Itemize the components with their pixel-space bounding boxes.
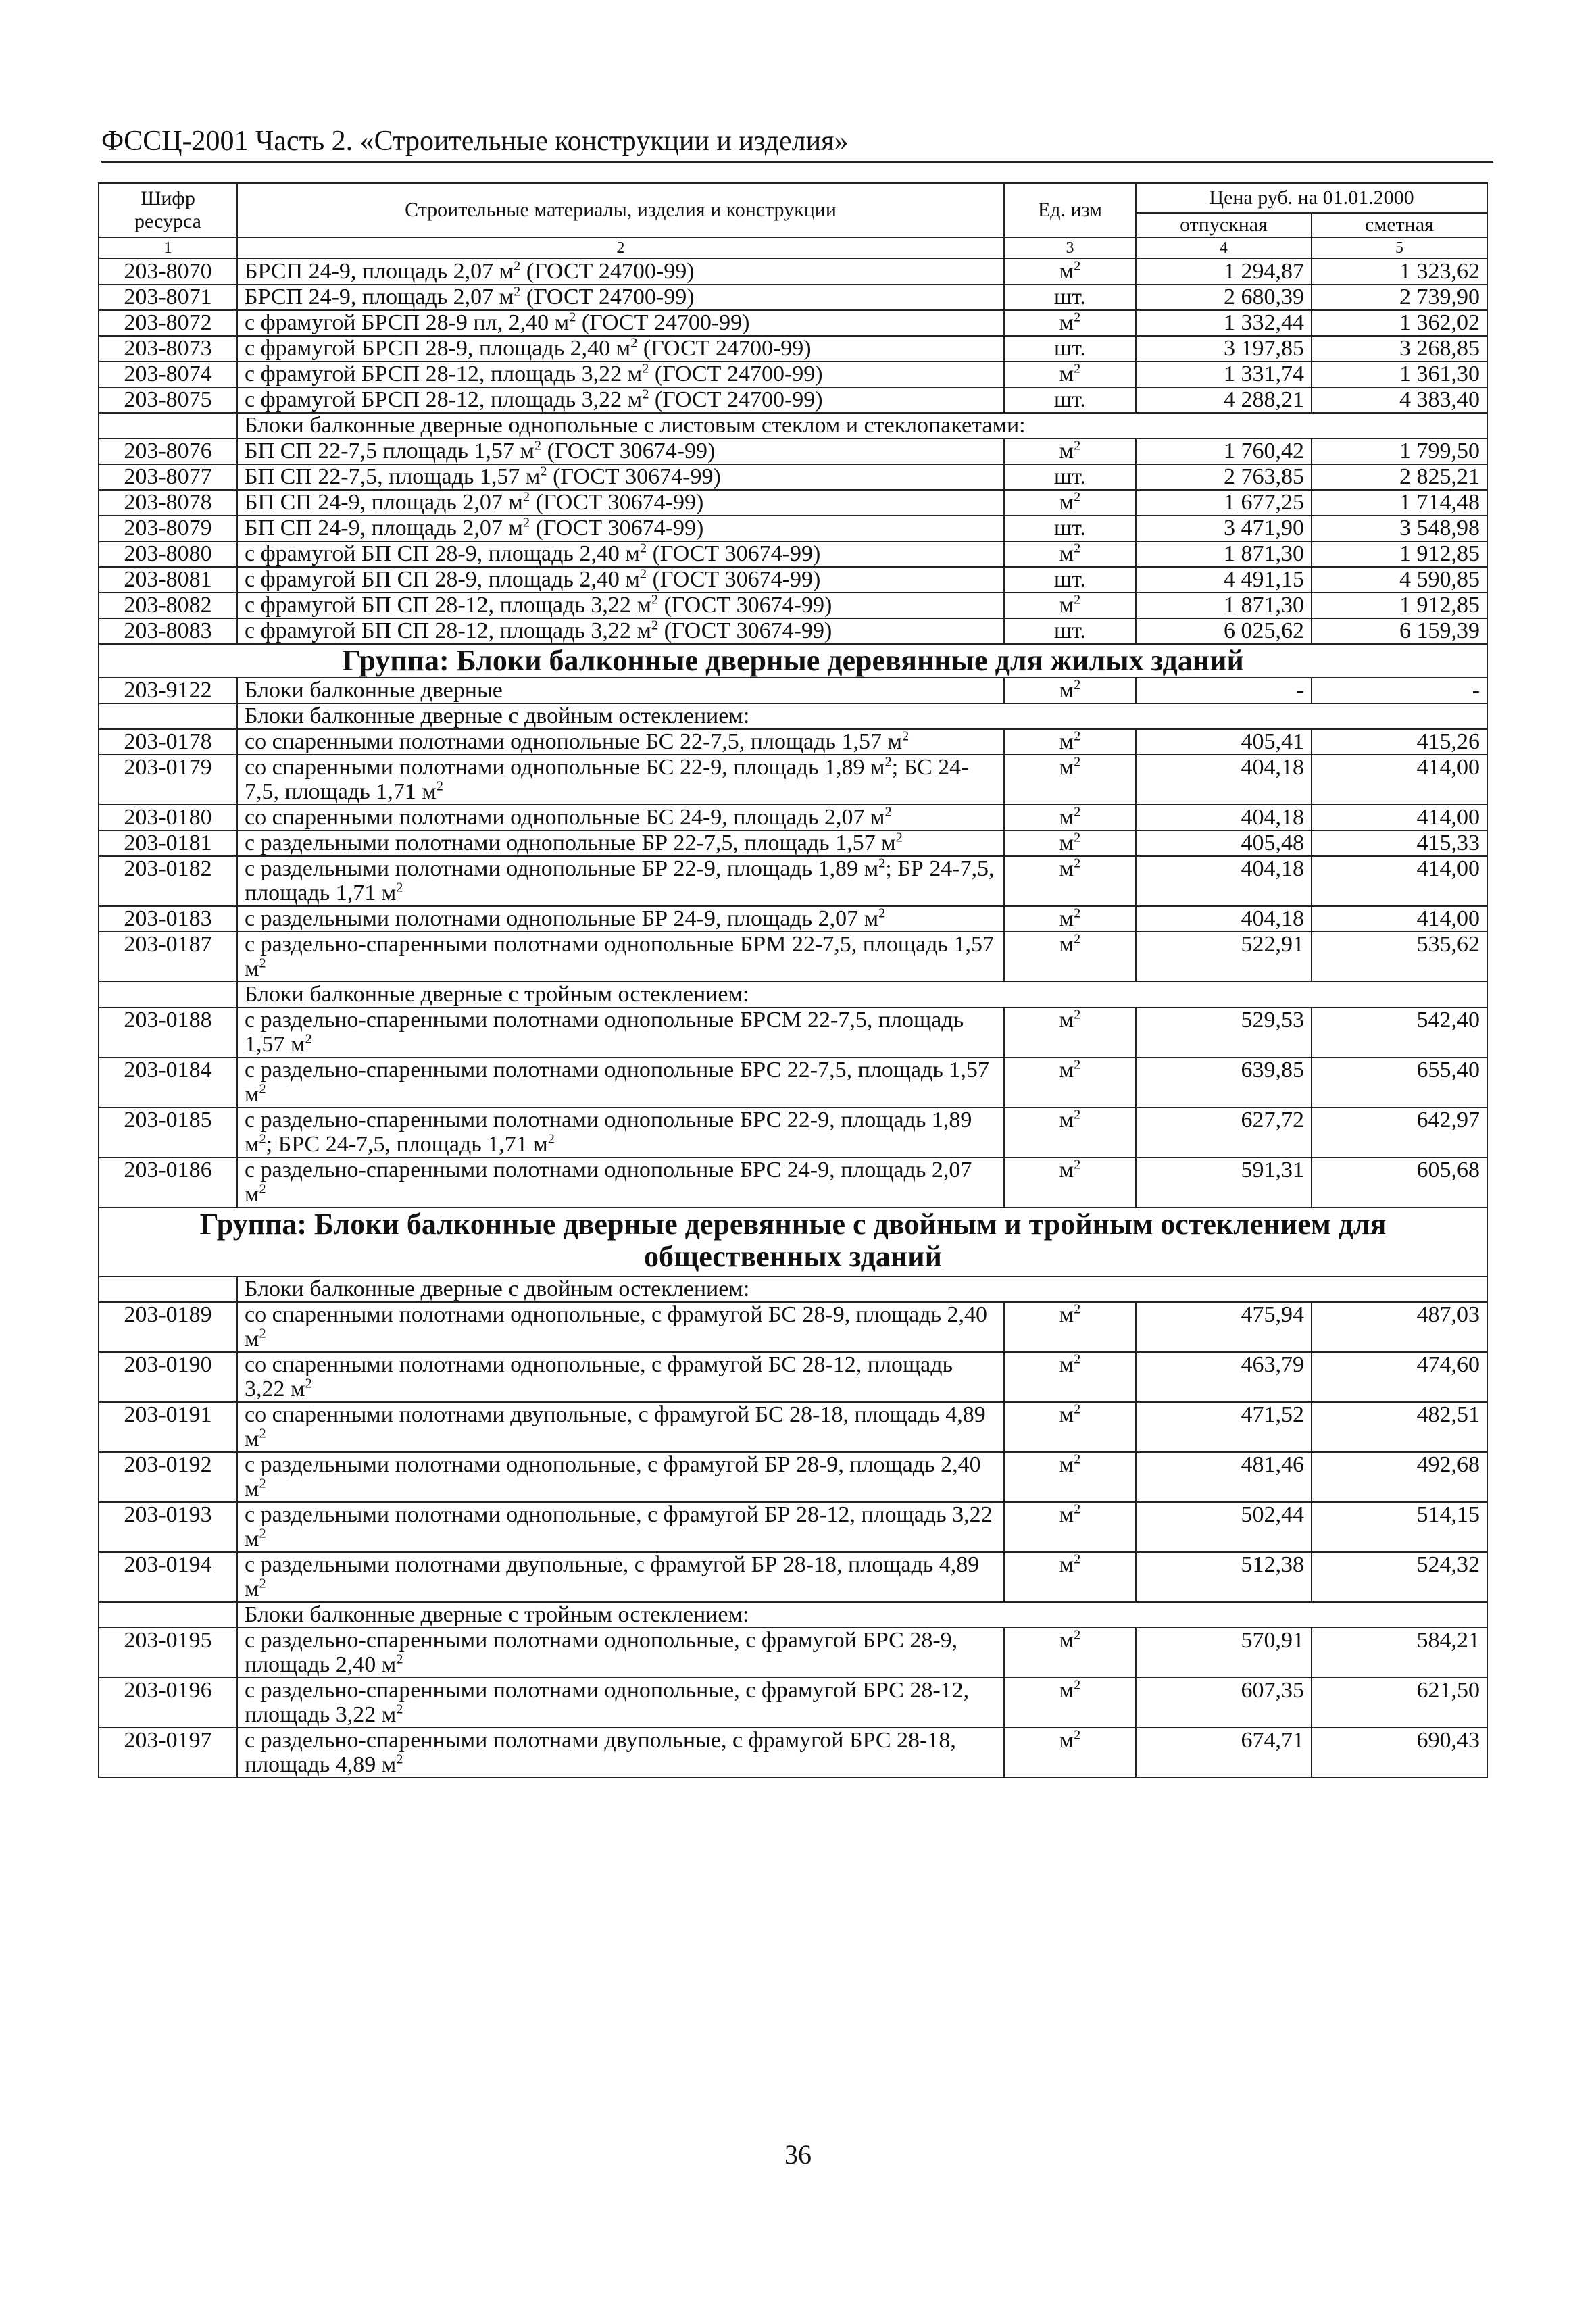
table-row xyxy=(99,1628,1487,1678)
row-unit: $м^2$ xyxy=(1004,932,1136,982)
row-price-release: 475,94 xyxy=(1136,1302,1312,1352)
row-name: со спаренными полотнами однопольные, с фрамугой БС 28-12, площадь 3,22 $м^2$ xyxy=(237,1352,1004,1402)
row-code: 203-8077 xyxy=(99,464,237,490)
col-header-price: Цена руб. на 01.01.2000 xyxy=(1136,183,1487,213)
row-price-estimate: 492,68 xyxy=(1312,1452,1487,1502)
group-row xyxy=(99,644,1487,678)
row-unit: $м^2$ xyxy=(1004,830,1136,856)
row-code: 203-8082 xyxy=(99,593,237,618)
table-row xyxy=(99,856,1487,906)
row-price-release: 3 197,85 xyxy=(1136,336,1312,362)
subsection-title: Блоки балконные дверные с двойным остеклением: xyxy=(237,1276,1487,1302)
row-price-release: 471,52 xyxy=(1136,1402,1312,1452)
row-code: 203-0180 xyxy=(99,805,237,830)
row-price-estimate: 6 159,39 xyxy=(1312,618,1487,644)
row-code: 203-0193 xyxy=(99,1502,237,1552)
row-code: 203-0179 xyxy=(99,755,237,805)
table-row xyxy=(99,541,1487,567)
subsection-row xyxy=(99,982,1487,1007)
row-code-empty xyxy=(99,413,237,439)
row-code: 203-8074 xyxy=(99,362,237,387)
row-price-estimate: 605,68 xyxy=(1312,1158,1487,1208)
col-header-price-release: отпускная xyxy=(1136,213,1312,237)
table-row xyxy=(99,1057,1487,1107)
row-price-estimate: 2 739,90 xyxy=(1312,284,1487,310)
row-price-estimate: 1 912,85 xyxy=(1312,593,1487,618)
subsection-title: Блоки балконные дверные с тройным остеклением: xyxy=(237,1602,1487,1628)
subsection-row xyxy=(99,703,1487,729)
row-price-release: 529,53 xyxy=(1136,1007,1312,1057)
page-number: 36 xyxy=(784,2139,812,2170)
row-name: со спаренными полотнами однопольные БС 22-7,5, площадь 1,57 $м^2$ xyxy=(237,729,1004,755)
row-name: с фрамугой БП СП 28-12, площадь 3,22 $м^2$ (ГОСТ 30674-99) xyxy=(237,618,1004,644)
col-header-name: Строительные материалы, изделия и конструкции xyxy=(237,183,1004,237)
row-code: 203-0182 xyxy=(99,856,237,906)
row-name: с раздельными полотнами однопольные БР 22-9, площадь 1,89 $м^2$; БР 24-7,5, площадь 1,71 $м^2$ xyxy=(237,856,1004,906)
row-price-release: 1 294,87 xyxy=(1136,259,1312,284)
row-code: 203-8072 xyxy=(99,310,237,336)
row-code: 203-8078 xyxy=(99,490,237,516)
row-price-estimate: 690,43 xyxy=(1312,1728,1487,1778)
table-row xyxy=(99,336,1487,362)
row-code: 203-8070 xyxy=(99,259,237,284)
row-name: с раздельно-спаренными полотнами однопольные БРСМ 22-7,5, площадь 1,57 $м^2$ xyxy=(237,1007,1004,1057)
table-row xyxy=(99,1678,1487,1728)
row-price-release: 502,44 xyxy=(1136,1502,1312,1552)
row-code: 203-8080 xyxy=(99,541,237,567)
row-price-release: 404,18 xyxy=(1136,755,1312,805)
table-row xyxy=(99,1728,1487,1778)
row-code: 203-0186 xyxy=(99,1158,237,1208)
row-unit: $м^2$ xyxy=(1004,1302,1136,1352)
row-code: 203-0189 xyxy=(99,1302,237,1352)
row-name: с фрамугой БП СП 28-9, площадь 2,40 $м^2$ (ГОСТ 30674-99) xyxy=(237,567,1004,593)
row-name: с фрамугой БРСП 28-12, площадь 3,22 $м^2$ (ГОСТ 24700-99) xyxy=(237,387,1004,413)
row-price-estimate: 414,00 xyxy=(1312,906,1487,932)
group-title: Группа: Блоки балконные дверные деревянные с двойным и тройным остеклением для общественных зданий xyxy=(99,1208,1487,1276)
row-code: 203-0178 xyxy=(99,729,237,755)
table-row xyxy=(99,1552,1487,1602)
table-row xyxy=(99,1302,1487,1352)
row-name: БП СП 24-9, площадь 2,07 $м^2$ (ГОСТ 30674-99) xyxy=(237,490,1004,516)
table-row xyxy=(99,1352,1487,1402)
row-price-release: 627,72 xyxy=(1136,1107,1312,1158)
row-price-estimate: 642,97 xyxy=(1312,1107,1487,1158)
row-price-estimate: 542,40 xyxy=(1312,1007,1487,1057)
row-code: 203-9122 xyxy=(99,678,237,703)
row-unit: $м^2$ xyxy=(1004,1728,1136,1778)
price-table xyxy=(98,182,1488,1778)
row-price-release: 1 332,44 xyxy=(1136,310,1312,336)
row-price-release: 2 763,85 xyxy=(1136,464,1312,490)
row-price-estimate: 1 912,85 xyxy=(1312,541,1487,567)
row-code: 203-0194 xyxy=(99,1552,237,1602)
row-price-release: 4 288,21 xyxy=(1136,387,1312,413)
row-price-estimate: 3 268,85 xyxy=(1312,336,1487,362)
row-price-estimate: 414,00 xyxy=(1312,805,1487,830)
row-code: 203-0196 xyxy=(99,1678,237,1728)
group-row xyxy=(99,1208,1487,1276)
row-name: с раздельными полотнами однопольные, с фрамугой БР 28-12, площадь 3,22 $м^2$ xyxy=(237,1502,1004,1552)
row-price-estimate: 1 799,50 xyxy=(1312,439,1487,464)
row-unit: $м^2$ xyxy=(1004,362,1136,387)
row-name: БП СП 22-7,5, площадь 1,57 $м^2$ (ГОСТ 30674-99) xyxy=(237,464,1004,490)
table-header-row xyxy=(99,183,1487,213)
row-name: с фрамугой БРСП 28-9, площадь 2,40 $м^2$ (ГОСТ 24700-99) xyxy=(237,336,1004,362)
row-unit: шт. xyxy=(1004,567,1136,593)
table-row xyxy=(99,1502,1487,1552)
row-price-release: 639,85 xyxy=(1136,1057,1312,1107)
subsection-row xyxy=(99,413,1487,439)
row-unit: $м^2$ xyxy=(1004,1007,1136,1057)
row-unit: $м^2$ xyxy=(1004,805,1136,830)
row-name: со спаренными полотнами двупольные, с фрамугой БС 28-18, площадь 4,89 $м^2$ xyxy=(237,1402,1004,1452)
row-price-release: 1 871,30 xyxy=(1136,593,1312,618)
row-price-estimate: 621,50 xyxy=(1312,1678,1487,1728)
row-unit: $м^2$ xyxy=(1004,856,1136,906)
page-header: ФССЦ-2001 Часть 2. «Строительные конструкции и изделия» xyxy=(101,122,1493,163)
row-unit: $м^2$ xyxy=(1004,1678,1136,1728)
table-row xyxy=(99,439,1487,464)
row-unit: шт. xyxy=(1004,284,1136,310)
row-price-release: 3 471,90 xyxy=(1136,516,1312,541)
table-row xyxy=(99,490,1487,516)
row-unit: $м^2$ xyxy=(1004,1158,1136,1208)
table-row xyxy=(99,593,1487,618)
row-unit: шт. xyxy=(1004,464,1136,490)
row-price-estimate: 524,32 xyxy=(1312,1552,1487,1602)
row-code: 203-8075 xyxy=(99,387,237,413)
row-unit: шт. xyxy=(1004,387,1136,413)
row-code: 203-8076 xyxy=(99,439,237,464)
row-name: с фрамугой БРСП 28-9 пл, 2,40 $м^2$ (ГОСТ 24700-99) xyxy=(237,310,1004,336)
column-number-row xyxy=(99,237,1487,259)
subsection-title: Блоки балконные дверные с тройным остеклением: xyxy=(237,982,1487,1007)
row-name: Блоки балконные дверные xyxy=(237,678,1004,703)
row-price-release: 404,18 xyxy=(1136,805,1312,830)
row-code: 203-8073 xyxy=(99,336,237,362)
row-code: 203-8083 xyxy=(99,618,237,644)
row-code-empty xyxy=(99,703,237,729)
row-unit: $м^2$ xyxy=(1004,310,1136,336)
row-price-estimate: 1 362,02 xyxy=(1312,310,1487,336)
row-price-estimate: 415,33 xyxy=(1312,830,1487,856)
row-unit: $м^2$ xyxy=(1004,1402,1136,1452)
row-code: 203-0184 xyxy=(99,1057,237,1107)
row-name: с раздельно-спаренными полотнами однопольные, с фрамугой БРС 28-12, площадь 3,22 $м^2$ xyxy=(237,1678,1004,1728)
table-row xyxy=(99,516,1487,541)
subsection-row xyxy=(99,1276,1487,1302)
row-price-release: 405,41 xyxy=(1136,729,1312,755)
row-code-empty xyxy=(99,1602,237,1628)
row-name: с раздельно-спаренными полотнами однопольные, с фрамугой БРС 28-9, площадь 2,40 $м^2$ xyxy=(237,1628,1004,1678)
row-price-release: 481,46 xyxy=(1136,1452,1312,1502)
row-price-estimate: 514,15 xyxy=(1312,1502,1487,1552)
row-unit: $м^2$ xyxy=(1004,1628,1136,1678)
row-name: БРСП 24-9, площадь 2,07 $м^2$ (ГОСТ 24700-99) xyxy=(237,284,1004,310)
col-header-price-estimate: сметная xyxy=(1312,213,1487,237)
table-row xyxy=(99,259,1487,284)
table-row xyxy=(99,1158,1487,1208)
row-price-estimate: 414,00 xyxy=(1312,755,1487,805)
row-code: 203-0195 xyxy=(99,1628,237,1678)
row-name: с фрамугой БРСП 28-12, площадь 3,22 $м^2$ (ГОСТ 24700-99) xyxy=(237,362,1004,387)
table-row xyxy=(99,284,1487,310)
table-row xyxy=(99,805,1487,830)
table-row xyxy=(99,387,1487,413)
table-row xyxy=(99,310,1487,336)
table-row xyxy=(99,1007,1487,1057)
col-header-code: Шифр ресурса xyxy=(99,183,237,237)
row-unit: $м^2$ xyxy=(1004,593,1136,618)
table-row xyxy=(99,830,1487,856)
row-code: 203-0197 xyxy=(99,1728,237,1778)
table-row xyxy=(99,618,1487,644)
row-price-release: 2 680,39 xyxy=(1136,284,1312,310)
row-code: 203-0188 xyxy=(99,1007,237,1057)
subsection-row xyxy=(99,1602,1487,1628)
row-price-estimate: 535,62 xyxy=(1312,932,1487,982)
row-code-empty xyxy=(99,982,237,1007)
row-code: 203-8081 xyxy=(99,567,237,593)
row-code: 203-0183 xyxy=(99,906,237,932)
row-price-estimate: 655,40 xyxy=(1312,1057,1487,1107)
group-title: Группа: Блоки балконные дверные деревянные для жилых зданий xyxy=(99,644,1487,678)
row-price-release: - xyxy=(1136,678,1312,703)
row-unit: $м^2$ xyxy=(1004,1057,1136,1107)
row-price-estimate: - xyxy=(1312,678,1487,703)
row-price-estimate: 4 590,85 xyxy=(1312,567,1487,593)
column-number: 4 xyxy=(1136,237,1312,259)
row-price-release: 1 760,42 xyxy=(1136,439,1312,464)
row-name: с раздельно-спаренными полотнами однопольные БРС 22-7,5, площадь 1,57 $м^2$ xyxy=(237,1057,1004,1107)
row-price-estimate: 487,03 xyxy=(1312,1302,1487,1352)
row-unit: $м^2$ xyxy=(1004,755,1136,805)
row-price-release: 463,79 xyxy=(1136,1352,1312,1402)
row-name: со спаренными полотнами однопольные БС 22-9, площадь 1,89 $м^2$; БС 24-7,5, площадь 1,71 $м^2$ xyxy=(237,755,1004,805)
row-price-release: 405,48 xyxy=(1136,830,1312,856)
column-number: 2 xyxy=(237,237,1004,259)
row-code: 203-8071 xyxy=(99,284,237,310)
row-unit: шт. xyxy=(1004,618,1136,644)
subsection-title: Блоки балконные дверные с двойным остеклением: xyxy=(237,703,1487,729)
row-code-empty xyxy=(99,1276,237,1302)
row-code: 203-0185 xyxy=(99,1107,237,1158)
row-price-estimate: 414,00 xyxy=(1312,856,1487,906)
row-unit: $м^2$ xyxy=(1004,1452,1136,1502)
row-code: 203-0192 xyxy=(99,1452,237,1502)
table-row xyxy=(99,464,1487,490)
row-price-estimate: 3 548,98 xyxy=(1312,516,1487,541)
table-row xyxy=(99,932,1487,982)
row-name: с раздельно-спаренными полотнами однопольные БРС 24-9, площадь 2,07 $м^2$ xyxy=(237,1158,1004,1208)
row-unit: $м^2$ xyxy=(1004,490,1136,516)
row-price-release: 404,18 xyxy=(1136,856,1312,906)
row-name: БП СП 22-7,5 площадь 1,57 $м^2$ (ГОСТ 30674-99) xyxy=(237,439,1004,464)
column-number: 5 xyxy=(1312,237,1487,259)
table-row xyxy=(99,755,1487,805)
row-price-estimate: 1 323,62 xyxy=(1312,259,1487,284)
row-price-estimate: 4 383,40 xyxy=(1312,387,1487,413)
row-unit: шт. xyxy=(1004,516,1136,541)
row-price-release: 607,35 xyxy=(1136,1678,1312,1728)
row-name: с раздельно-спаренными полотнами однопольные БРМ 22-7,5, площадь 1,57 $м^2$ xyxy=(237,932,1004,982)
table-row xyxy=(99,1107,1487,1158)
row-price-estimate: 482,51 xyxy=(1312,1402,1487,1452)
row-code: 203-0181 xyxy=(99,830,237,856)
row-unit: $м^2$ xyxy=(1004,1352,1136,1402)
row-name: со спаренными полотнами однопольные БС 24-9, площадь 2,07 $м^2$ xyxy=(237,805,1004,830)
row-name: с раздельными полотнами однопольные БР 24-9, площадь 2,07 $м^2$ xyxy=(237,906,1004,932)
table-row xyxy=(99,906,1487,932)
row-unit: $м^2$ xyxy=(1004,259,1136,284)
row-unit: $м^2$ xyxy=(1004,1502,1136,1552)
row-name: с раздельно-спаренными полотнами однопольные БРС 22-9, площадь 1,89 $м^2$; БРС 24-7,5, площадь 1,71 $м^2$ xyxy=(237,1107,1004,1158)
row-unit: $м^2$ xyxy=(1004,439,1136,464)
table-row xyxy=(99,678,1487,703)
row-unit: шт. xyxy=(1004,336,1136,362)
row-price-estimate: 474,60 xyxy=(1312,1352,1487,1402)
row-name: с раздельными полотнами однопольные, с фрамугой БР 28-9, площадь 2,40 $м^2$ xyxy=(237,1452,1004,1502)
row-price-release: 1 871,30 xyxy=(1136,541,1312,567)
row-name: с раздельными полотнами однопольные БР 22-7,5, площадь 1,57 $м^2$ xyxy=(237,830,1004,856)
row-price-estimate: 415,26 xyxy=(1312,729,1487,755)
row-unit: $м^2$ xyxy=(1004,729,1136,755)
row-price-release: 404,18 xyxy=(1136,906,1312,932)
subsection-title: Блоки балконные дверные однопольные с листовым стеклом и стеклопакетами: xyxy=(237,413,1487,439)
row-price-estimate: 584,21 xyxy=(1312,1628,1487,1678)
row-price-estimate: 2 825,21 xyxy=(1312,464,1487,490)
row-name: с раздельно-спаренными полотнами двупольные, с фрамугой БРС 28-18, площадь 4,89 $м^2$ xyxy=(237,1728,1004,1778)
row-name: БП СП 24-9, площадь 2,07 $м^2$ (ГОСТ 30674-99) xyxy=(237,516,1004,541)
table-row xyxy=(99,567,1487,593)
row-name: с фрамугой БП СП 28-12, площадь 3,22 $м^2$ (ГОСТ 30674-99) xyxy=(237,593,1004,618)
column-number: 1 xyxy=(99,237,237,259)
row-unit: $м^2$ xyxy=(1004,678,1136,703)
row-code: 203-0191 xyxy=(99,1402,237,1452)
table-row xyxy=(99,362,1487,387)
table-row xyxy=(99,1452,1487,1502)
row-code: 203-0190 xyxy=(99,1352,237,1402)
column-number: 3 xyxy=(1004,237,1136,259)
row-price-release: 591,31 xyxy=(1136,1158,1312,1208)
col-header-unit: Ед. изм xyxy=(1004,183,1136,237)
row-name: со спаренными полотнами однопольные, с фрамугой БС 28-9, площадь 2,40 $м^2$ xyxy=(237,1302,1004,1352)
row-price-release: 674,71 xyxy=(1136,1728,1312,1778)
row-unit: $м^2$ xyxy=(1004,1552,1136,1602)
row-price-estimate: 1 714,48 xyxy=(1312,490,1487,516)
row-name: с фрамугой БП СП 28-9, площадь 2,40 $м^2$ (ГОСТ 30674-99) xyxy=(237,541,1004,567)
row-price-release: 570,91 xyxy=(1136,1628,1312,1678)
row-name: с раздельными полотнами двупольные, с фрамугой БР 28-18, площадь 4,89 $м^2$ xyxy=(237,1552,1004,1602)
row-price-release: 6 025,62 xyxy=(1136,618,1312,644)
row-code: 203-0187 xyxy=(99,932,237,982)
row-price-release: 4 491,15 xyxy=(1136,567,1312,593)
table-row xyxy=(99,1402,1487,1452)
row-price-release: 512,38 xyxy=(1136,1552,1312,1602)
row-price-release: 1 677,25 xyxy=(1136,490,1312,516)
row-code: 203-8079 xyxy=(99,516,237,541)
row-unit: $м^2$ xyxy=(1004,541,1136,567)
row-price-release: 1 331,74 xyxy=(1136,362,1312,387)
row-price-release: 522,91 xyxy=(1136,932,1312,982)
row-unit: $м^2$ xyxy=(1004,1107,1136,1158)
table-row xyxy=(99,729,1487,755)
row-unit: $м^2$ xyxy=(1004,906,1136,932)
row-price-estimate: 1 361,30 xyxy=(1312,362,1487,387)
row-name: БРСП 24-9, площадь 2,07 $м^2$ (ГОСТ 24700-99) xyxy=(237,259,1004,284)
